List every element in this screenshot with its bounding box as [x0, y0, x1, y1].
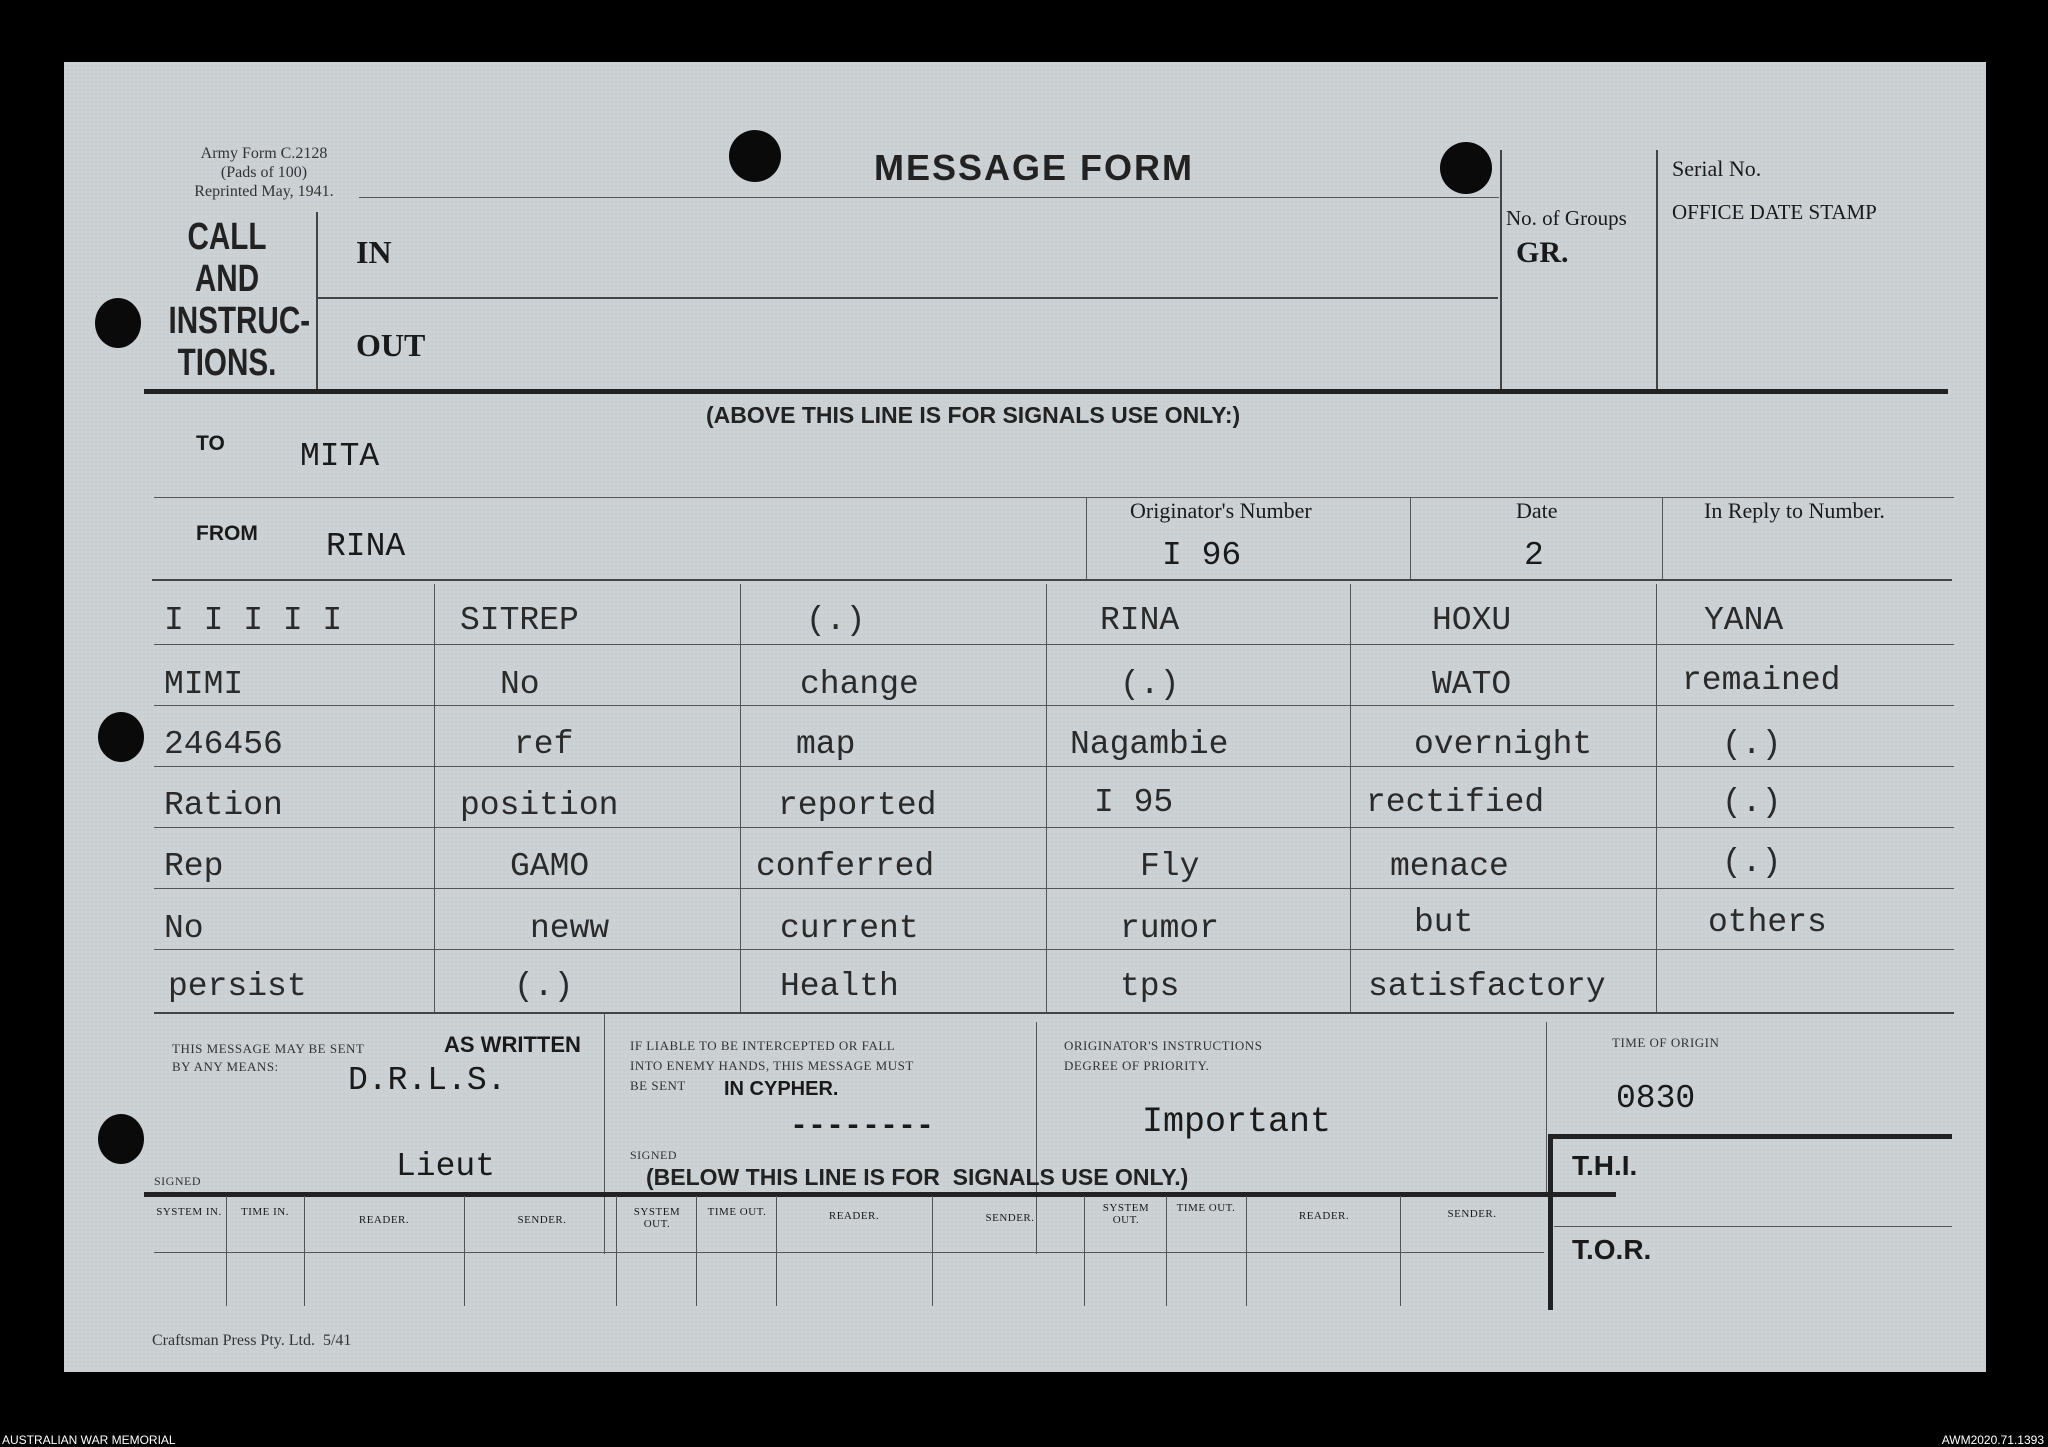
message-word: No — [164, 910, 204, 947]
may-be-sent-value: D.R.L.S. — [348, 1062, 507, 1099]
call-instructions-label: CALL AND INSTRUC- TIONS. — [168, 216, 311, 384]
system-in-header: SYSTEM IN. — [156, 1206, 222, 1218]
message-word: YANA — [1704, 602, 1784, 639]
time-out-header: TIME OUT. — [1176, 1202, 1236, 1214]
message-word: (.) — [806, 602, 866, 639]
originators-number-label: Originator's Number — [1130, 498, 1312, 523]
message-word: HOXU — [1432, 602, 1512, 639]
originators-instructions-label: ORIGINATOR'S INSTRUCTIONS DEGREE OF PRIORITY. — [1064, 1038, 1263, 1073]
message-word: others — [1708, 904, 1827, 941]
punch-hole — [95, 298, 141, 348]
above-line-note: (ABOVE THIS LINE IS FOR SIGNALS USE ONLY:) — [706, 402, 1241, 428]
message-word: RINA — [1100, 602, 1180, 639]
reader-header: READER. — [828, 1210, 880, 1222]
message-word: MIMI — [164, 666, 244, 703]
gr-label: GR. — [1516, 236, 1569, 269]
time-in-header: TIME IN. — [241, 1206, 289, 1218]
punch-hole — [1440, 142, 1492, 194]
army-form-info — [164, 144, 364, 201]
archive-accession-number: AWM2020.71.1393 — [1941, 1433, 2044, 1447]
sender-header: SENDER. — [1447, 1208, 1497, 1220]
message-word: GAMO — [510, 848, 590, 885]
army-form-number: Army Form C.2128 — [200, 145, 328, 162]
to-value: MITA — [300, 438, 380, 475]
army-form-reprint: Reprinted May, 1941. — [194, 183, 334, 200]
as-written-label: AS WRITTEN — [444, 1032, 581, 1057]
message-form-sheet — [64, 62, 1986, 1372]
message-word: ref — [514, 726, 574, 763]
in-cypher-label: IN CYPHER. — [724, 1078, 839, 1100]
message-word: SITREP — [460, 602, 579, 639]
in-label: IN — [356, 234, 392, 270]
message-word: Health — [780, 968, 899, 1005]
message-word: remained — [1682, 662, 1841, 699]
message-word: Fly — [1140, 848, 1200, 885]
message-word: Nagambie — [1070, 726, 1229, 763]
message-word: WATO — [1432, 666, 1512, 703]
reader-header: READER. — [1298, 1210, 1350, 1222]
signed-label: SIGNED — [154, 1174, 201, 1188]
serial-no-label: Serial No. — [1672, 156, 1762, 181]
reader-header: READER. — [358, 1214, 410, 1226]
message-word: neww — [530, 910, 610, 947]
message-word: 246456 — [164, 726, 283, 763]
archive-credit: AUSTRALIAN WAR MEMORIAL — [2, 1433, 176, 1447]
message-word: reported — [778, 787, 937, 824]
cypher-value: -------- — [790, 1110, 935, 1144]
message-word: tps — [1120, 968, 1180, 1005]
message-word: change — [800, 666, 919, 703]
may-be-sent-label: THIS MESSAGE MAY BE SENT BY ANY MEANS: — [172, 1041, 365, 1074]
originators-number-value: I 96 — [1162, 537, 1242, 574]
message-word: Rep — [164, 848, 224, 885]
priority-value: Important — [1142, 1102, 1332, 1142]
message-word: overnight — [1414, 726, 1593, 763]
cypher-label: IF LIABLE TO BE INTERCEPTED OR FALL INTO ENEMY HANDS, THIS MESSAGE MUST BE SENT — [630, 1038, 914, 1093]
message-word: I I I I I — [164, 602, 343, 639]
in-reply-to-number-label: In Reply to Number. — [1704, 498, 1885, 523]
message-word: map — [796, 726, 856, 763]
form-title: MESSAGE FORM — [874, 147, 1195, 188]
message-word: (.) — [1120, 666, 1180, 703]
system-out-header: SYSTEM OUT. — [633, 1206, 681, 1230]
message-word: rectified — [1366, 784, 1545, 821]
punch-hole — [98, 712, 144, 762]
message-word: (.) — [1722, 784, 1782, 821]
thi-label: T.H.I. — [1572, 1150, 1638, 1181]
printer-credit: Craftsman Press Pty. Ltd. 5/41 — [152, 1332, 352, 1349]
message-word: but — [1414, 904, 1474, 941]
to-label: TO — [196, 432, 225, 455]
message-word: menace — [1390, 848, 1509, 885]
office-date-stamp-label: OFFICE DATE STAMP — [1672, 200, 1877, 224]
system-out-header: SYSTEM OUT. — [1102, 1202, 1150, 1226]
tor-label: T.O.R. — [1572, 1234, 1652, 1265]
message-word: (.) — [514, 968, 574, 1005]
out-label: OUT — [356, 327, 426, 363]
punch-hole — [729, 130, 781, 182]
message-word: I 95 — [1094, 784, 1174, 821]
signed-value: Lieut — [396, 1148, 496, 1185]
message-word: persist — [168, 968, 307, 1005]
message-word: conferred — [756, 848, 935, 885]
army-form-pads: (Pads of 100) — [220, 164, 308, 181]
message-word: (.) — [1722, 726, 1782, 763]
sender-header: SENDER. — [985, 1212, 1035, 1224]
message-word: position — [460, 787, 619, 824]
message-word: Ration — [164, 787, 283, 824]
from-value: RINA — [326, 528, 406, 565]
below-line-note: (BELOW THIS LINE IS FOR SIGNALS USE ONLY.) — [646, 1164, 1189, 1190]
message-word: No — [500, 666, 540, 703]
time-of-origin-label: TIME OF ORIGIN — [1612, 1035, 1720, 1050]
time-of-origin-value: 0830 — [1616, 1080, 1696, 1117]
message-word: satisfactory — [1368, 968, 1606, 1005]
no-of-groups-label: No. of Groups — [1506, 206, 1627, 230]
signed-label-2: SIGNED — [630, 1148, 677, 1162]
message-word: current — [780, 910, 919, 947]
from-label: FROM — [196, 522, 258, 545]
punch-hole — [98, 1114, 144, 1164]
date-value: 2 — [1524, 537, 1544, 574]
time-out-header: TIME OUT. — [707, 1206, 767, 1218]
message-word: rumor — [1120, 910, 1220, 947]
message-word: (.) — [1722, 844, 1782, 881]
date-label: Date — [1516, 498, 1558, 523]
sender-header: SENDER. — [517, 1214, 567, 1226]
